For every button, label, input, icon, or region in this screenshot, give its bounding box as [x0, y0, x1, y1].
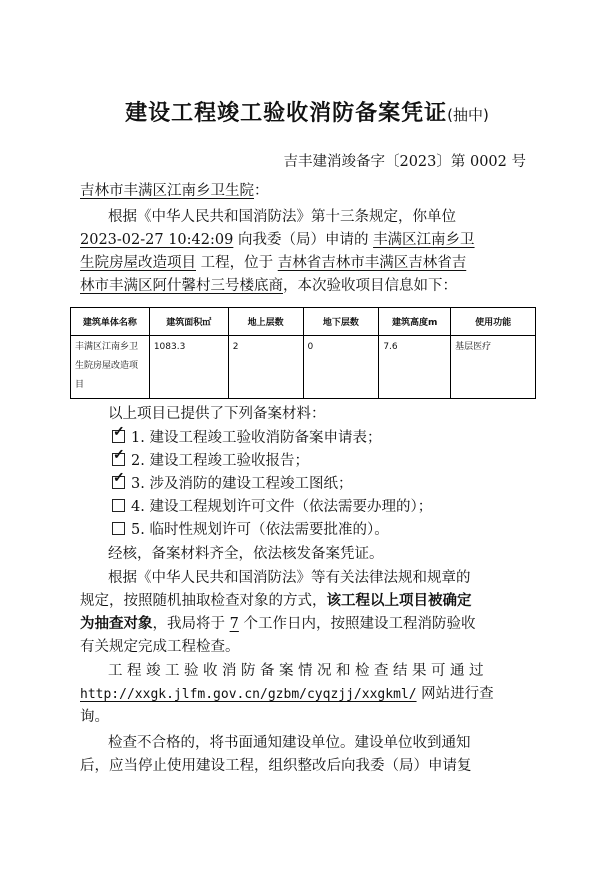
para2-line3-end: 个工作日内，按照建设工程消防验收 [243, 616, 476, 632]
para1-line3-mid: 工程，位于 [200, 255, 274, 271]
addressee-line [80, 179, 269, 200]
check-mark-icon: ✓ [113, 470, 125, 486]
checkbox-icon [112, 447, 125, 466]
para2-line2 [80, 589, 472, 610]
document-title [0, 96, 614, 127]
table-cell-floors-below: 0 [303, 336, 379, 399]
para4-line1: 检查不合格的，将书面通知建设单位。建设单位收到通知 [108, 735, 471, 751]
title-text: 建设工程竣工验收消防备案凭证 [125, 101, 448, 126]
checkbox-icon [112, 424, 125, 443]
para2-bold-2: 为抽查对象 [80, 615, 153, 632]
project-name-part2: 生院房屋改造项目 [80, 255, 196, 271]
location-part2: 林市丰满区阿什馨村三号楼底商 [80, 278, 283, 294]
table-cell-height: 7.6 [379, 336, 451, 399]
check-mark-icon: ✓ [113, 447, 125, 463]
review-statement: 经核，备案材料齐全，依法核发备案凭证。 [108, 546, 384, 562]
addressee-colon: ： [254, 183, 269, 199]
working-days: 7 [229, 616, 239, 632]
checkbox-icon [112, 522, 125, 535]
material-text: 3. 涉及消防的建设工程竣工图纸； [131, 476, 353, 492]
material-item [112, 495, 432, 516]
para4-line2: 后，应当停止使用建设工程，组织整改后向我委（局）申请复 [80, 758, 472, 774]
table-header-cell: 使用功能 [451, 308, 536, 336]
check-mark-icon: ✓ [113, 424, 125, 440]
table-header-cell: 地上层数 [228, 308, 303, 336]
para3-line2-end: 网站进行查 [421, 686, 494, 702]
addressee: 吉林市丰满区江南乡卫生院 [80, 183, 254, 199]
application-date: 2023-02-27 10:42:09 [80, 232, 234, 248]
material-text: 4. 建设工程规划许可文件（依法需要办理的）； [131, 499, 433, 515]
table-header-cell: 建筑面积㎡ [149, 308, 228, 336]
para2-bold-1: 该工程以上项目被确定 [326, 592, 472, 609]
para1-line2-mid: 向我委（局）申请的 [237, 232, 369, 248]
para3-line1: 工程竣工验收消防备案情况和检查结果可通过 [108, 663, 488, 679]
material-item [112, 472, 352, 493]
para2-line3 [80, 612, 475, 633]
location-part1: 吉林省吉林市丰满区吉林省吉 [277, 255, 467, 271]
query-url-link[interactable]: http://xxgk.jlfm.gov.cn/gzbm/cyqzjj/xxgkml/ [80, 687, 417, 702]
para3-line3: 询。 [80, 709, 109, 725]
para1-line4-end: ，本次验收项目信息如下： [283, 278, 457, 294]
project-name-part1: 丰满区江南乡卫 [373, 232, 475, 248]
material-item [112, 518, 389, 539]
materials-intro: 以上项目已提供了下列备案材料： [108, 406, 326, 422]
material-item [112, 426, 381, 447]
para2-line4: 有关规定完成工程检查。 [80, 639, 240, 655]
project-info-table [70, 307, 536, 399]
table-cell-function: 基层医疗 [451, 336, 536, 399]
material-item [112, 449, 309, 470]
para1-line2 [80, 228, 475, 249]
para1-line4 [80, 274, 457, 295]
table-header-cell: 建筑高度m [379, 308, 451, 336]
para2-line1: 根据《中华人民共和国消防法》等有关法律法规和规章的 [108, 570, 471, 586]
para1-line3 [80, 251, 466, 272]
table-cell-building: 丰满区江南乡卫生院房屋改造项目 [71, 336, 150, 399]
doc-number: 吉丰建消竣备字〔2023〕第 0002 号 [283, 154, 526, 170]
material-text: 1. 建设工程竣工验收消防备案申请表； [131, 430, 382, 446]
table-cell-floors-above: 2 [228, 336, 303, 399]
para1-line1: 根据《中华人民共和国消防法》第十三条规定，你单位 [108, 209, 456, 225]
para2-line2-start: 规定，按照随机抽取检查对象的方式， [80, 593, 327, 609]
checkbox-icon [112, 499, 125, 512]
checkbox-icon [112, 470, 125, 489]
para3-line2 [80, 682, 494, 703]
table-header-cell: 地下层数 [303, 308, 379, 336]
table-cell-area: 1083.3 [149, 336, 228, 399]
material-text: 5. 临时性规划许可（依法需要批准的）。 [131, 522, 389, 538]
para2-line3-mid: ，我局将于 [152, 616, 225, 632]
table-row [71, 336, 536, 399]
title-suffix: (抽中) [447, 106, 489, 124]
table-header-cell: 建筑单体名称 [71, 308, 150, 336]
table-header-row [71, 308, 536, 336]
material-text: 2. 建设工程竣工验收报告； [131, 453, 309, 469]
